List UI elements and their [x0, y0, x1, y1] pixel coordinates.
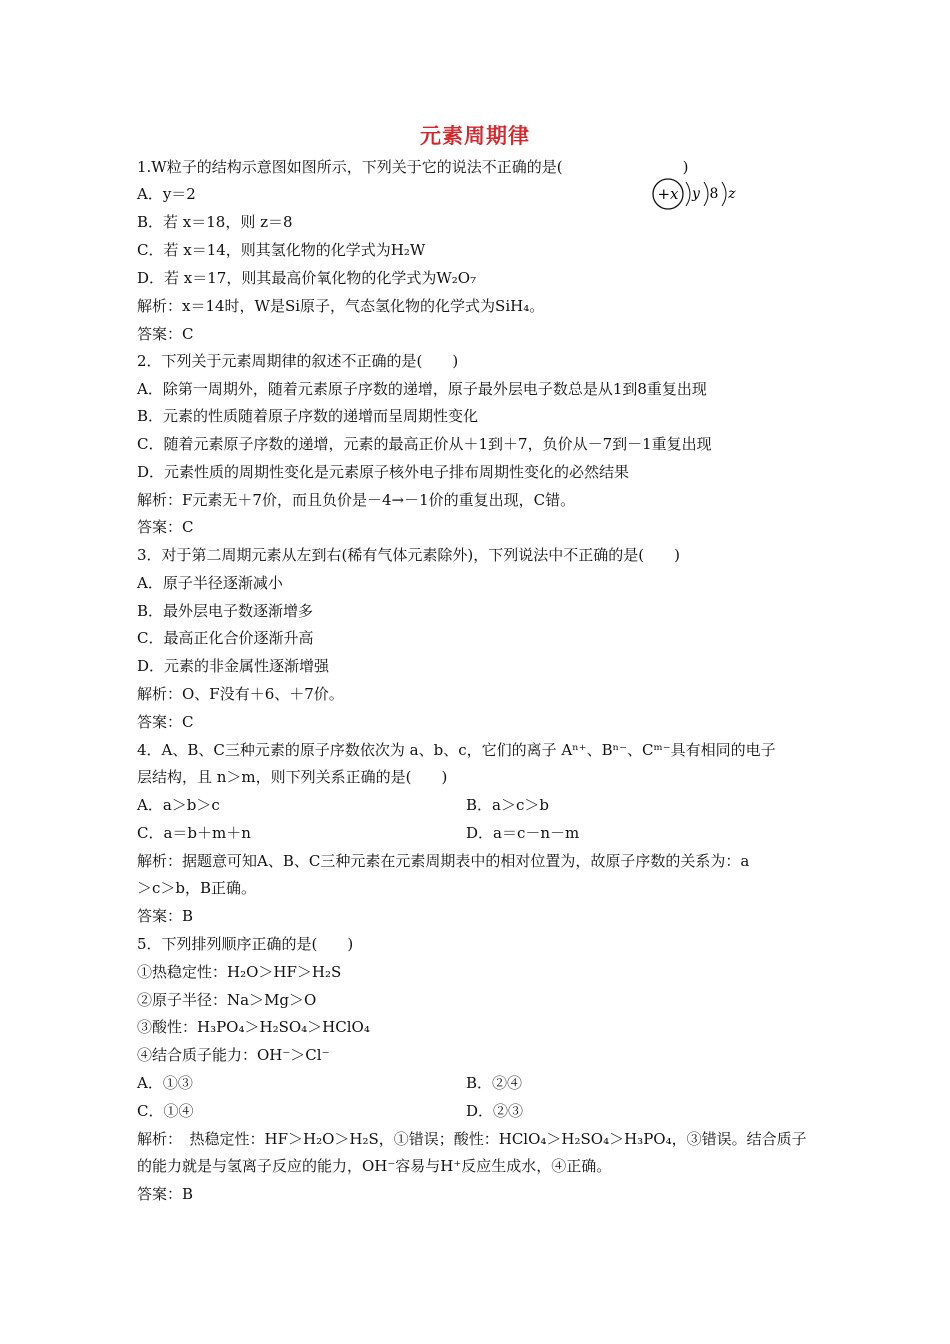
q5-option-d: D．②③: [466, 1102, 524, 1120]
q2-option-a: A．除第一周期外，随着元素原子序数的递增，原子最外层电子数总是从1到8重复出现: [137, 380, 707, 398]
q1-stem: 1.W粒子的结构示意图如图所示，下列关于它的说法不正确的是( ): [137, 158, 689, 176]
q3-option-b: B．最外层电子数逐渐增多: [137, 602, 314, 620]
q4-option-c: C．a＝b＋m＋n: [137, 824, 251, 842]
q5-stem: 5．下列排列顺序正确的是( ): [137, 935, 354, 953]
q3-option-d: D．元素的非金属性逐渐增强: [137, 657, 330, 675]
atom-structure-diagram: [652, 177, 742, 213]
q1-analysis: 解析：x＝14时，W是Si原子，气态氢化物的化学式为SiH₄。: [137, 297, 545, 315]
q5-analysis-line-1: 解析： 热稳定性：HF＞H₂O＞H₂S，①错误；酸性：HClO₄＞H₂SO₄＞H₃PO₄，③错误。结合质子: [137, 1130, 807, 1148]
q4-answer: 答案：B: [137, 907, 194, 925]
q4-stem-line-2: 层结构，且 n＞m，则下列关系正确的是( ): [137, 768, 448, 786]
q5-option-c: C．①④: [137, 1102, 194, 1120]
q5-analysis-line-2: 的能力就是与氢离子反应的能力，OH⁻容易与H⁺反应生成水，④正确。: [137, 1157, 612, 1175]
q3-option-a: A．原子半径逐渐减小: [137, 574, 283, 592]
q3-option-c: C．最高正化合价逐渐升高: [137, 629, 314, 647]
shell-3-label: z: [728, 186, 736, 202]
shell-arc-1: [686, 182, 690, 206]
q3-analysis: 解析：O、F没有＋6、＋7价。: [137, 685, 344, 703]
q5-option-b: B．②④: [466, 1074, 523, 1092]
q2-analysis: 解析：F元素无＋7价，而且负价是－4→－1价的重复出现，C错。: [137, 491, 576, 509]
q5-option-a: A．①③: [137, 1074, 193, 1092]
q5-item-3: ③酸性：H₃PO₄＞H₂SO₄＞HClO₄: [137, 1018, 370, 1036]
q2-option-c: C．随着元素原子序数的递增，元素的最高正价从＋1到＋7，负价从－7到－1重复出现: [137, 435, 712, 453]
document-title: 元素周期律: [420, 124, 530, 148]
q3-stem: 3．对于第二周期元素从左到右(稀有气体元素除外)，下列说法中不正确的是( ): [137, 546, 680, 564]
q2-option-b: B．元素的性质随着原子序数的递增而呈周期性变化: [137, 407, 479, 425]
q1-option-b: B．若 x＝18，则 z＝8: [137, 213, 293, 231]
q4-analysis-line-1: 解析：据题意可知A、B、C三种元素在元素周期表中的相对位置为，故原子序数的关系为：a: [137, 852, 750, 870]
q1-answer: 答案：C: [137, 325, 194, 343]
shell-2-label: 8: [709, 186, 719, 202]
q1-option-a: A．y＝2: [137, 185, 196, 203]
q4-analysis-line-2: ＞c＞b，B正确。: [137, 879, 257, 897]
shell-1-label: y: [692, 186, 700, 202]
q4-stem-line-1: 4．A、B、C三种元素的原子序数依次为 a、b、c，它们的离子 Aⁿ⁺、Bⁿ⁻、Cᵐ⁻具有相同的电子: [137, 741, 776, 759]
nucleus-label: +x: [657, 185, 679, 203]
q5-answer: 答案：B: [137, 1185, 194, 1203]
q2-stem: 2．下列关于元素周期律的叙述不正确的是( ): [137, 352, 459, 370]
q4-option-b: B．a＞c＞b: [466, 796, 549, 814]
q1-option-d: D．若 x＝17，则其最高价氧化物的化学式为W₂O₇: [137, 269, 477, 287]
q2-answer: 答案：C: [137, 518, 194, 536]
q4-option-d: D．a＝c－n－m: [466, 824, 580, 842]
q1-option-c: C．若 x＝14，则其氢化物的化学式为H₂W: [137, 241, 426, 259]
q2-option-d: D．元素性质的周期性变化是元素原子核外电子排布周期性变化的必然结果: [137, 463, 630, 481]
q3-answer: 答案：C: [137, 713, 194, 731]
shell-arc-3: [722, 182, 726, 206]
q4-option-a: A．a＞b＞c: [137, 796, 220, 814]
q5-item-4: ④结合质子能力：OH⁻＞Cl⁻: [137, 1046, 330, 1064]
q5-item-2: ②原子半径：Na＞Mg＞O: [137, 991, 317, 1009]
shell-arc-2: [704, 182, 708, 206]
q5-item-1: ①热稳定性：H₂O＞HF＞H₂S: [137, 963, 342, 981]
